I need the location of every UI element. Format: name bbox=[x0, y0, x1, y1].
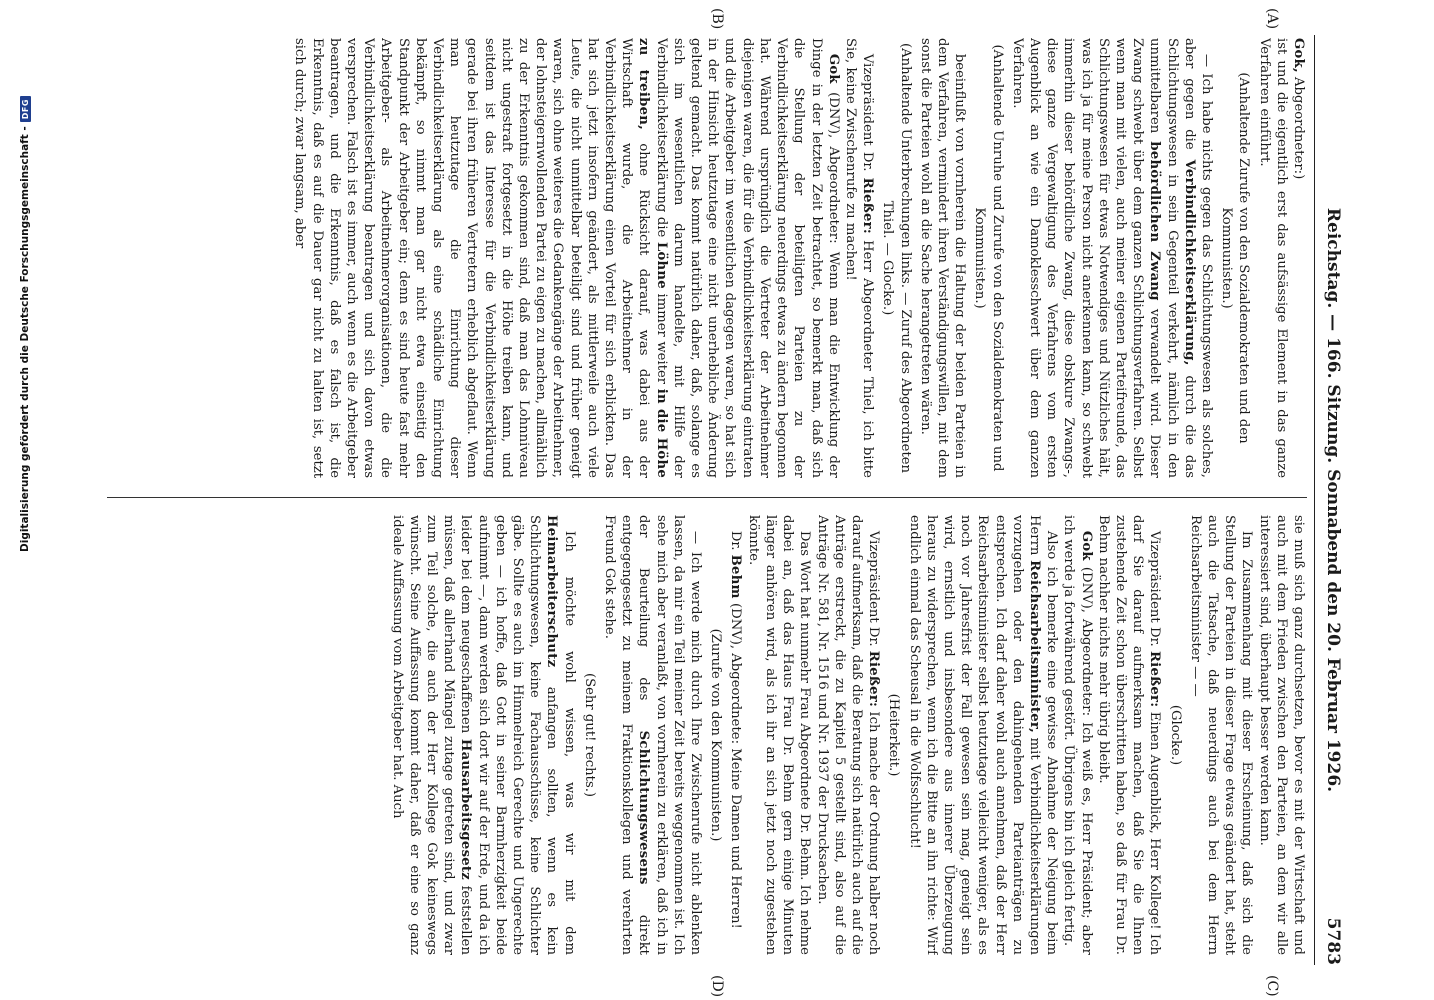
text-run: sie muß sich ganz durchsetzen, bevor es mit der Wirtschaft und auch mit dem Frieden zwischen den Parteien, an dem wir alle interessiert sind, überhaupt besser werden kann. bbox=[1256, 515, 1306, 955]
paragraph bbox=[601, 515, 704, 955]
emphasized-term: Rießer: bbox=[860, 177, 876, 235]
right-text-column bbox=[107, 515, 1307, 955]
stage-direction bbox=[707, 515, 724, 955]
paragraph bbox=[388, 515, 577, 955]
text-run: (DNV), Abgeordneter: Wenn man die Entwicklung der Dinge in der letzten Zeit betrachtet, so bemerkt man, daß sich die Stellung der beteiligten Parteien zu der Verbindlichkeitserklärung neuerdings etwas zu ändern begonnen hat. Während ursprünglich die Vertreter der Arbeitnehmer diejenigen waren, die für die Verbindlichkeitserklärung eintraten und die Arbeitgeber im wesentlichen dagegen waren, so hat sich in der Hinsicht heutzutage eine nicht unerhebliche Änderung geltend gemacht. Das kommt natürlich daher, daß, solange es sich im wesentlichen darum handelte, mit Hilfe der Verbindlichkeitserklärung die bbox=[653, 38, 841, 478]
rotated-document-page bbox=[55, 0, 1355, 1000]
margin-mark-c: (C) bbox=[1264, 975, 1280, 997]
paragraph bbox=[745, 515, 814, 955]
paragraph bbox=[1187, 515, 1256, 955]
text-run: Ich mache der Ordnung halber noch darauf aufmerksam, daß die Beratung sich natürlich auch auf die Anträge erstreckt, die zu Kapitel 5 gestellt sind, also auf die Anträge Nr. 581, Nr. 1516 und Nr. 1937 der Drucksachen. bbox=[814, 515, 882, 955]
paragraph bbox=[905, 515, 1060, 955]
emphasized-term: Schlichtungswesens bbox=[636, 730, 652, 885]
text-run: direkt entgegengesetzt zu meinem Fraktionskollegen und verehrten Freund Gok stehe. bbox=[602, 515, 652, 955]
digitization-credit bbox=[16, 0, 34, 552]
text-run: Dr. bbox=[728, 530, 744, 555]
paragraph bbox=[1255, 38, 1289, 478]
left-text-column bbox=[107, 38, 1307, 478]
text-run: (DNV), Abgeordnete: Meine Damen und Herren! bbox=[728, 598, 744, 929]
margin-mark-d: (D) bbox=[709, 975, 725, 998]
paragraph bbox=[1060, 515, 1094, 955]
text-run: feststellen müssen, daß allerhand Mängel zutage getreten sind, und zwar zum Teil solche, die auch der Herr Kollege Gok keineswegs wünscht. Seine Auffassung kommt daher, daß er eine so ganz ideale Auffassung vom Arbeitgeber hat. Auch bbox=[389, 515, 474, 955]
stage-direction bbox=[1166, 515, 1183, 955]
text-run: — Ich werde mich durch Ihre Zwischenrufe nicht ablenken lassen, da mir ein Teil meiner Zeit bereits weggenommen ist. Ich sehe mich aber veranlaßt, von vornherein zu erklären, daß ich in der Beurteilung des bbox=[636, 515, 704, 955]
text-run: Einen Augenblick, Herr Kollege! Ich darf Sie darauf aufmerksam machen, daß Sie die Ihnen zustehende Zeit schon überschritten haben, so daß für Frau Dr. Behm nachher nichts mehr übrig bleibt. bbox=[1095, 515, 1163, 955]
text-run: Also ich bemerke eine gewisse Abnahme der Neigung beim Herrn bbox=[1026, 515, 1060, 955]
text-run: durch die das Schlichtungswesen in sein Gegenteil verkehrt, nämlich in den unmittelbaren bbox=[1147, 38, 1197, 478]
text-run: Vizepräsident Dr. bbox=[860, 53, 876, 178]
paragraph bbox=[1255, 515, 1307, 955]
paragraph bbox=[1095, 515, 1164, 955]
paragraph bbox=[1009, 38, 1215, 478]
emphasized-term: Reichsarbeitsminister, bbox=[1026, 560, 1042, 733]
paragraph bbox=[1290, 38, 1307, 478]
text-run: anfangen sollten, wenn es kein Schlichtungswesen, keine Fachausschüsse, keine Schlichter gäbe. Sollte es auch im Himmelreich Gerechte und Ungerechte geben — ich hoffe, daß Gott in seiner Barmherzigkeit beide aufnimmt —, dann werden sich dort wir auf der Erde, und da ich leider bei dem neugeschaffenen bbox=[458, 515, 560, 955]
text-run: beeinflußt von vornherein die Haltung der beiden Parteien in dem Verfahren, vermindert ihren Verständigungswillen, mit dem sonst die Parteien wohl an die Sache herangetreten wären. bbox=[917, 38, 968, 478]
emphasized-term: Gok bbox=[1078, 530, 1094, 561]
text-run: (Heiterkeit.) bbox=[886, 693, 902, 777]
running-header bbox=[1319, 35, 1343, 965]
column-divider bbox=[107, 497, 1307, 498]
emphasized-term: behördlichen Zwang bbox=[1147, 141, 1163, 301]
stage-direction bbox=[879, 38, 913, 478]
text-run: mit Verbindlichkeitserklärungen vorzugehen oder den dahingehenden Parteianträgen zu entsprechen. Ich darf daher wohl auch annehmen, daß der Herr Reichsarbeitsminister selbst heutzutage vielleicht weniger, als es noch vor Jahresfrist der Fall gewesen sein mag, geneigt sein wird, ernstlich und insbesondere aus innerer Überzeugung heraus zu widersprechen, wenn ich die Bitte an ihn richte: Wirf endlich einmal das Scheusal in die Wolfsschlucht! bbox=[906, 515, 1042, 955]
text-run: (Anhaltende Unruhe und Zurufe von den Sozialdemokraten und Kommunisten.) bbox=[972, 44, 1005, 472]
emphasized-term: Löhne bbox=[653, 241, 669, 289]
text-run: — Ich habe nichts gegen das Schlichtungswesen als solches, aber gegen die bbox=[1181, 38, 1214, 478]
emphasized-term: in die Höhe zu treiben, bbox=[636, 38, 669, 478]
emphasized-term: Verbindlichkeitserklärung, bbox=[1181, 159, 1197, 366]
text-run: Herr Abgeordneter Thiel, ich bitte Sie, keine Zwischenrufe zu machen! bbox=[842, 38, 876, 478]
text-run: (Sehr gut! rechts.) bbox=[581, 672, 597, 798]
text-run: Das Wort hat nunmehr Frau Abgeordnete Dr. Behm. Ich nehme dabei an, daß das Haus Frau Dr. Behm gern einige Minuten länger anhören wird, als ich ihr an sich jetzt noch zugestehen könnte. bbox=[745, 515, 813, 955]
emphasized-term: Hausarbeitsgesetz bbox=[458, 738, 474, 881]
dfg-logo: DFG bbox=[20, 96, 31, 122]
emphasized-term: Gok bbox=[825, 53, 841, 84]
paragraph bbox=[727, 515, 744, 955]
text-run: Vizepräsident Dr. bbox=[1147, 530, 1163, 651]
paragraph bbox=[813, 515, 882, 955]
emphasized-term: Heimarbeiterschutz bbox=[544, 515, 560, 668]
text-run: (Anhaltende Zurufe von den Sozialdemokraten und den Kommunisten.) bbox=[1219, 72, 1252, 444]
emphasized-term: Gok, bbox=[1291, 38, 1306, 73]
text-run: (Anhaltende Unterbrechungen links. — Zuruf des Abgeordneten Thiel. — Glocke.) bbox=[880, 42, 913, 474]
text-run: Ich möchte wohl wissen, was wir mit dem bbox=[561, 530, 577, 955]
margin-mark-b: (B) bbox=[709, 8, 725, 30]
page-number: 5783 bbox=[1323, 917, 1343, 965]
margin-mark-a: (A) bbox=[1264, 8, 1280, 30]
header-title: Reichstag. — 166. Sitzung. Sonnabend den 20. Februar 1926. bbox=[1323, 207, 1343, 793]
text-run: (DNV), Abgeordneter: Ich weiß es, Herr Präsident; aber ich werde ja fortwährend gestört. Übrigens bin ich gleich fertig. bbox=[1061, 515, 1094, 955]
stage-direction bbox=[1218, 38, 1252, 478]
paragraph bbox=[917, 38, 969, 478]
stage-direction bbox=[885, 515, 902, 955]
stage-direction bbox=[581, 515, 598, 955]
text-run: Vizepräsident Dr. bbox=[866, 530, 882, 651]
text-run: (Glocke.) bbox=[1167, 704, 1183, 766]
paragraph bbox=[291, 38, 842, 478]
paragraph bbox=[842, 38, 876, 478]
stage-direction bbox=[971, 38, 1005, 478]
text-run: verwandelt wird. Dieser Zwang schwebt über dem ganzen Schlichtungsverfahren. Selbst wenn man mit vielen, auch meiner eigenen Parteifreunde, das Schlichtungswesen für etwas Notwendiges und Nützliches hält, was ich ja für meine Person nicht anerkennen kann, so schwebt immerhin dieser behördliche Zwang, diese obskure Zwangs-, diese ganze Vergewaltigung des Verfahrens vom ersten Augenblick an wie ein Damoklesschwert über dem ganzen Verfahren. bbox=[1009, 38, 1163, 478]
text-run: Abgeordneter:) bbox=[1291, 72, 1306, 180]
header-rule bbox=[1314, 35, 1315, 965]
credit-text: Digitalisierung gefördert durch die Deutsche Forschungsgemeinschaft - bbox=[19, 126, 31, 552]
emphasized-term: Rießer: bbox=[866, 650, 882, 708]
text-run: Im Zusammenhang mit dieser Erscheinung, daß sich die Stellung der Parteien in dieser Frage etwas geändert hat, steht auch die Tatsache, daß neuerdings auch bei dem Herrn Reichsarbeitsminister — — bbox=[1187, 515, 1255, 955]
emphasized-term: Behm bbox=[728, 554, 744, 599]
text-run: immer weiter bbox=[653, 288, 669, 389]
text-run: (Zurufe von den Kommunisten.) bbox=[708, 628, 724, 842]
text-run: ist und die eigentlich erst das aufsässige Element in das ganze Verfahren einführt. bbox=[1256, 38, 1289, 478]
emphasized-term: Rießer: bbox=[1147, 650, 1163, 708]
text-run: ohne Rücksicht darauf, was dabei aus der Wirtschaft wurde, die Arbeitnehmer in der Verbindlichkeitserklärung einen Vorteil für sich erblickten. Das hat sich jetzt insofern geändert, als mittlerweile auch viele Leute, die nicht unmittelbar beteiligt sind und früher geneigt waren, sich ohne weiteres die Gedankengänge der Arbeitnehmer, der lohnsteigernwollenden Partei zu eigen zu machen, allmählich zu der Erkenntnis gekommen sind, daß man das Lohnniveau nicht ungestraft fortgesetzt in die Höhe treiben kann, und seitdem ist das Interesse für die Verbindlichkeitserklärung gerade bei ihren früheren Vertretern erheblich abgeflaut. Wenn man heutzutage die Einrichtung dieser Verbindlichkeitserklärung als eine schädliche Einrichtung bekämpft, so nimmt man gar nicht etwa einseitig den Standpunkt der Arbeitgeber ein; denn es sind heute fast mehr Arbeitgeber- als Arbeitnehmerorganisationen, die die Verbindlichkeitserklärung beantragen und sich davon etwas versprechen. Falsch ist es immer, auch wenn es die Arbeitgeber beantragen, und die Erkenntnis, daß es falsch ist, die Erkenntnis, daß es auf die Dauer gar nicht zu halten ist, setzt sich durch; zwar langsam, aber bbox=[292, 38, 652, 478]
